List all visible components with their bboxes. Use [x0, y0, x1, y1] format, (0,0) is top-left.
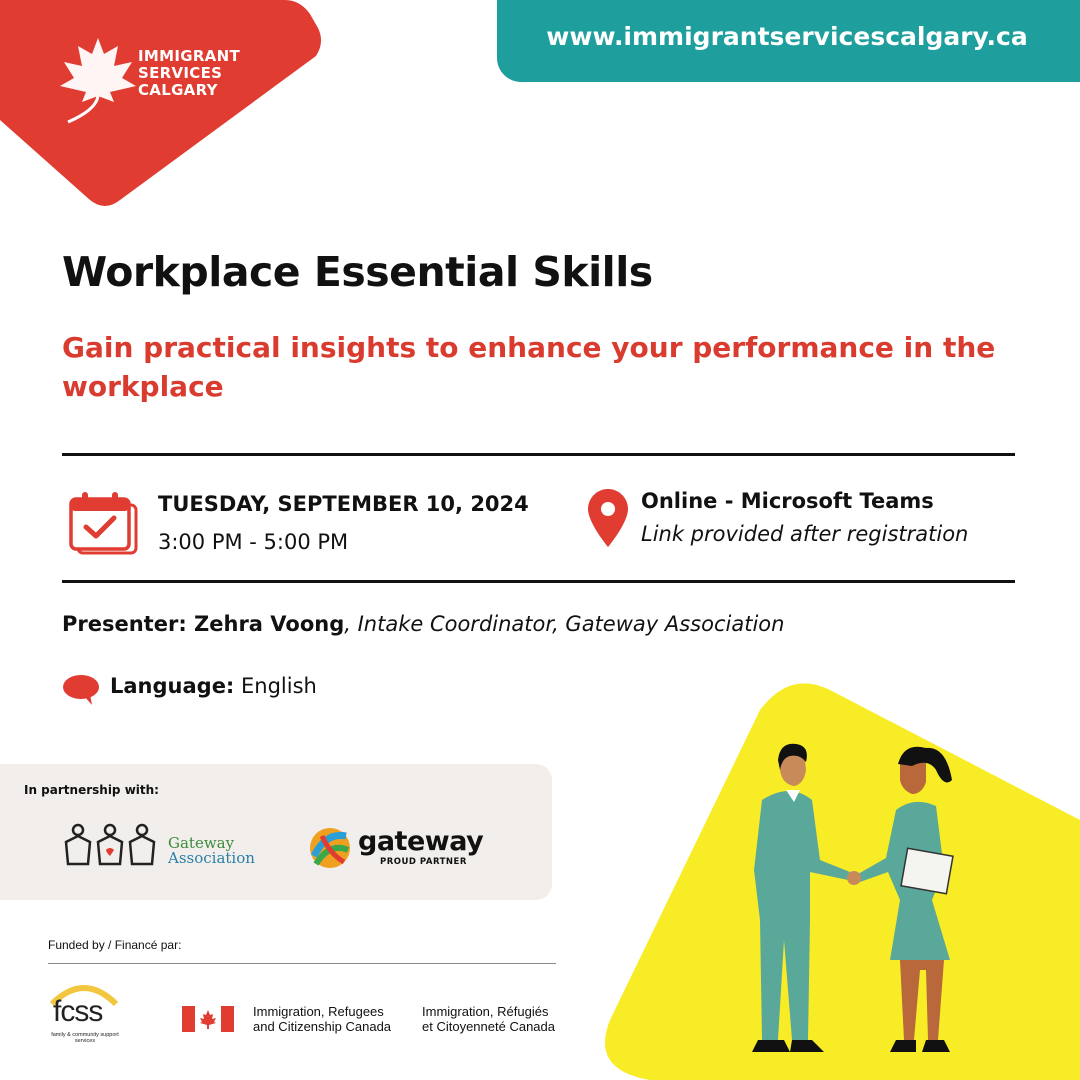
funded-divider: [48, 963, 556, 964]
woman-figure: [858, 747, 953, 1052]
logo-tile: [0, 0, 330, 215]
gateway-proud-partner-logo: [308, 826, 356, 870]
event-subtitle: Gain practical insights to enhance your performance in the workplace: [62, 331, 996, 403]
event-time: 3:00 PM - 5:00 PM: [158, 530, 349, 554]
gateway-partner-subtitle: PROUD PARTNER: [380, 857, 467, 867]
gateway-association-line2: Association: [168, 849, 255, 867]
presenter-line: [62, 612, 784, 636]
presenter-role: , Intake Coordinator, Gateway Association: [344, 612, 785, 636]
gateway-association-name: [168, 836, 255, 866]
calendar-check-icon: [68, 491, 140, 557]
canada-flag-icon: [182, 1006, 234, 1032]
brand-name-line1: IMMIGRANT: [138, 47, 240, 65]
fcss-name: fcss: [53, 995, 103, 1028]
language-label: Language:: [110, 674, 235, 698]
gateway-association-line1: Gateway: [168, 834, 235, 852]
website-link[interactable]: www.immigrantservicescalgary.ca: [546, 22, 1028, 51]
event-location: Online - Microsoft Teams: [641, 489, 934, 513]
location-note: Link provided after registration: [641, 522, 969, 546]
speech-bubble-icon: [62, 674, 100, 706]
brand-name: [138, 48, 240, 99]
ircc-french: [422, 1004, 555, 1034]
event-title: Workplace Essential Skills: [62, 248, 653, 296]
ircc-fr-line2: et Citoyenneté Canada: [422, 1019, 555, 1034]
divider-bottom: [62, 580, 1015, 583]
event-date: TUESDAY, SEPTEMBER 10, 2024: [158, 492, 529, 516]
ircc-fr-line1: Immigration, Réfugiés: [422, 1004, 549, 1019]
language-line: [110, 674, 317, 698]
presenter-name: Presenter: Zehra Voong: [62, 612, 345, 636]
man-figure: [752, 744, 850, 1052]
partnership-title: In partnership with:: [24, 783, 159, 797]
handshake-illustration: [700, 740, 1000, 1070]
language-value: English: [234, 674, 317, 698]
divider-top: [62, 453, 1015, 456]
map-pin-icon: [588, 489, 628, 549]
ircc-english: [253, 1004, 391, 1034]
ircc-en-line1: Immigration, Refugees: [253, 1004, 384, 1019]
ircc-en-line2: and Citizenship Canada: [253, 1019, 392, 1034]
funded-by-label: Funded by / Financé par:: [48, 938, 182, 952]
brand-name-line2: SERVICES: [138, 64, 223, 82]
fcss-subtitle: family & community support services: [51, 1032, 119, 1044]
brand-name-line3: CALGARY: [138, 81, 218, 99]
gateway-partner-name: gateway: [358, 826, 484, 857]
